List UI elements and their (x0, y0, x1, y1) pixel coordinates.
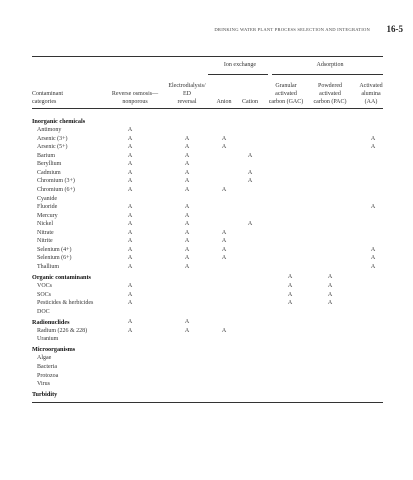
applicability-cell: A (127, 327, 133, 334)
applicability-cell: A (370, 255, 376, 262)
applicability-cell: A (127, 291, 133, 298)
column-header-4-line2: Cation (242, 99, 258, 105)
applicability-cell: A (287, 300, 293, 307)
column-header-2-line2: reversal (177, 99, 197, 105)
applicability-cell: A (127, 169, 133, 176)
applicability-cell: A (287, 291, 293, 298)
applicability-cell: A (221, 246, 227, 253)
contaminant-name: Beryllium (37, 161, 62, 168)
applicability-cell: A (127, 186, 133, 193)
applicability-cell: A (287, 283, 293, 289)
contaminant-name: Nitrate (37, 229, 54, 236)
contaminant-name: Nitrite (37, 238, 53, 245)
applicability-cell: A (127, 161, 133, 168)
contaminant-name: Radium (226 & 228) (37, 327, 88, 334)
section-heading: Inorganic chemicals (32, 118, 86, 125)
contaminant-name: Arsenic (3+) (37, 135, 68, 142)
group-header-adsorption: Adsorption (316, 62, 344, 68)
applicability-cell: A (221, 186, 227, 193)
contaminant-name: Nickel (37, 221, 53, 228)
section-row (0, 117, 413, 126)
running-title: DRINKING WATER PLANT PROCESS SELECTION AND INTEGRATION (214, 27, 370, 32)
column-header-6-line2: carbon (PAC) (313, 99, 347, 105)
applicability-cell: A (247, 221, 253, 228)
applicability-cell: A (184, 255, 190, 262)
section-row (0, 318, 413, 327)
applicability-cell: A (327, 283, 333, 289)
contaminant-name: Fluoride (37, 204, 58, 210)
column-header-5-line0: Granular (275, 83, 297, 89)
applicability-cell: A (184, 186, 190, 193)
applicability-cell: A (184, 263, 190, 270)
applicability-cell: A (127, 144, 133, 151)
applicability-cell: A (221, 255, 227, 262)
applicability-cell: A (184, 327, 190, 334)
table-row (0, 380, 413, 389)
contaminant-name: Uranium (37, 336, 59, 343)
table-top-rule (32, 56, 383, 57)
section-row (0, 345, 413, 354)
applicability-cell: A (127, 229, 133, 236)
applicability-cell: A (287, 273, 293, 280)
column-header-6-line0: Powdered (318, 83, 342, 89)
contaminant-name: Selenium (6+) (37, 255, 72, 262)
applicability-cell: A (127, 300, 133, 307)
group-header-ion-exchange: Ion exchange (223, 62, 257, 68)
header-bottom-rule (32, 108, 383, 109)
column-header-0-line1: Contaminant (32, 91, 63, 97)
applicability-cell: A (127, 152, 133, 159)
section-row (0, 390, 413, 399)
applicability-cell: A (127, 135, 133, 142)
contaminant-name: VOCs (37, 283, 53, 289)
applicability-cell: A (221, 135, 227, 142)
column-header-7-line2: (AA) (364, 99, 378, 105)
applicability-cell: A (370, 135, 376, 142)
applicability-cell: A (184, 204, 190, 210)
applicability-cell: A (247, 169, 253, 176)
applicability-cell: A (247, 152, 253, 159)
applicability-cell: A (184, 246, 190, 253)
applicability-cell: A (127, 318, 133, 325)
applicability-cell: A (127, 246, 133, 253)
table-row (0, 335, 413, 344)
applicability-cell: A (370, 204, 376, 210)
applicability-cell: A (127, 204, 133, 210)
column-header-2-line0: Electrodialysis/ (168, 83, 206, 89)
contaminant-name: Thallium (37, 263, 59, 270)
column-header-7-line1: alumina (361, 91, 381, 97)
section-row (0, 273, 413, 282)
contaminant-name: Bacteria (37, 363, 57, 370)
applicability-cell: A (247, 178, 253, 185)
contaminant-name: Virus (37, 381, 50, 387)
column-header-7-line0: Activated (359, 83, 383, 89)
applicability-cell: A (327, 291, 333, 298)
section-heading: Organic contaminants (32, 273, 91, 281)
applicability-cell: A (127, 178, 133, 185)
applicability-cell: A (327, 300, 333, 307)
column-header-1-line1: Reverse osmosis— (111, 91, 159, 97)
applicability-cell: A (327, 273, 333, 280)
contaminant-name: Arsenic (5+) (37, 144, 68, 151)
column-header-1-line2: nonporous (122, 99, 148, 105)
applicability-cell: A (221, 144, 227, 151)
contaminant-name: Chromium (6+) (37, 186, 75, 193)
column-header-0-line2: categories (32, 99, 57, 105)
running-head (0, 24, 413, 38)
section-heading: Radionuclides (32, 318, 70, 326)
contaminant-name: DOC (37, 308, 50, 315)
applicability-cell: A (127, 212, 133, 219)
applicability-cell: A (184, 238, 190, 245)
table-bottom-rule (32, 402, 383, 403)
contaminant-name: Cyanide (37, 195, 57, 202)
ion-exchange-rule (208, 74, 268, 75)
contaminant-name: Pesticides & herbicides (37, 300, 94, 307)
applicability-cell: A (184, 178, 190, 185)
contaminant-name: Protozoa (37, 372, 59, 379)
applicability-cell: A (184, 169, 190, 176)
applicability-cell: A (127, 255, 133, 262)
table-row (0, 263, 413, 272)
page-number: 16-5 (386, 24, 403, 34)
column-header-6-line1: activated (319, 91, 341, 97)
applicability-cell: A (221, 327, 227, 334)
contaminant-name: Barium (37, 152, 55, 159)
applicability-cell: A (221, 229, 227, 236)
table-row (0, 308, 413, 317)
applicability-cell: A (184, 161, 190, 168)
section-heading: Microorganisms (32, 346, 76, 354)
contaminant-name: Selenium (4+) (37, 246, 72, 253)
applicability-cell: A (184, 144, 190, 151)
contaminant-name: Antimony (37, 127, 62, 133)
applicability-cell: A (127, 263, 133, 270)
applicability-cell: A (370, 144, 376, 151)
applicability-cell: A (184, 318, 190, 325)
column-header-2-line1: ED (183, 91, 191, 97)
applicability-cell: A (184, 221, 190, 228)
column-header-5-line1: activated (275, 91, 297, 97)
contaminant-name: Chromium (3+) (37, 178, 75, 185)
column-header-3-line2: Anion (216, 99, 232, 105)
applicability-cell: A (184, 212, 190, 219)
applicability-cell: A (184, 229, 190, 236)
applicability-cell: A (221, 238, 227, 245)
adsorption-rule (272, 74, 383, 75)
applicability-cell: A (127, 238, 133, 245)
applicability-cell: A (370, 263, 376, 270)
applicability-cell: A (184, 135, 190, 142)
applicability-cell: A (127, 221, 133, 228)
column-header-5-line2: carbon (GAC) (268, 99, 304, 105)
contaminant-name: Cadmium (37, 169, 61, 176)
contaminant-name: Mercury (37, 212, 58, 219)
contaminant-name: SOCs (37, 291, 52, 298)
section-heading: Turbidity (32, 391, 58, 399)
applicability-cell: A (184, 152, 190, 159)
contaminant-name: Algae (37, 355, 52, 362)
applicability-cell: A (127, 283, 133, 289)
applicability-cell: A (370, 246, 376, 253)
applicability-cell: A (127, 127, 133, 133)
